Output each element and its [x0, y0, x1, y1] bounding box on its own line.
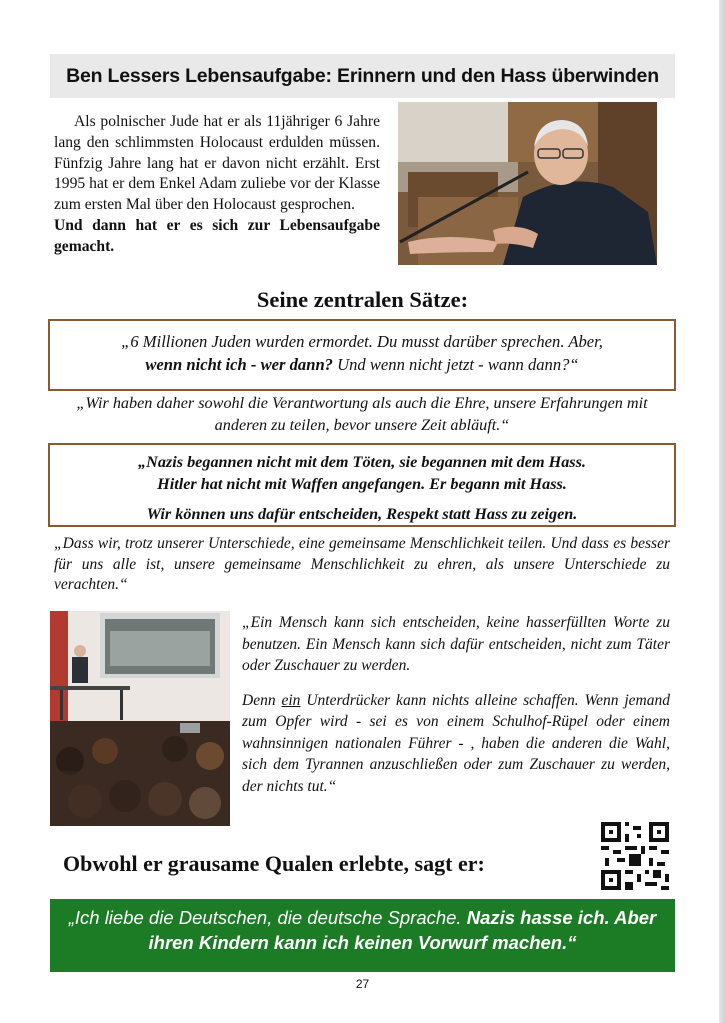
quote5-paragraph-1: „Ein Mensch kann sich entscheiden, keine hasserfüllten Worte zu benutzen. Ein Mensch kann sich dafür entscheiden, nicht zum Täter oder Zuschauer zu werden.: [242, 614, 670, 674]
page-title: Ben Lessers Lebensaufgabe: Erinnern und den Hass überwinden: [66, 64, 659, 87]
quote-4: „Dass wir, trotz unserer Unterschiede, eine gemeinsame Menschlichkeit teilen. Und dass es besser für uns alle ist, unsere gemeinsame Menschlichkeit zu ehren, als unsere Unterschiede zu verachten.“: [54, 535, 670, 593]
quote-box-2: [48, 443, 676, 527]
quote3-line2: Hitler hat nicht mit Waffen angefangen. Er begann mit Hass.: [157, 475, 567, 493]
page-number: 27: [355, 977, 370, 991]
quote5-pre: Denn: [242, 691, 282, 709]
title-bar: [50, 54, 675, 98]
quote5-paragraph-2: [242, 690, 670, 798]
quote-box-1: [48, 319, 676, 391]
section-heading: Seine zentralen Sätze:: [256, 287, 469, 312]
page-edge: [719, 0, 725, 1023]
intro-bold-text: Und dann hat er es sich zur Lebensaufgabe gemacht.: [54, 216, 380, 255]
intro-text: Als polnischer Jude hat er als 11jähriger 6 Jahre lang den schlimmsten Holocaust erdulden müssen. Fünfzig Jahre lang hat er davon nicht erzählt. Erst 1995 hat er dem Enkel Adam zuliebe vor der Klasse zum ersten Mal über den Holocaust gesprochen.: [54, 113, 380, 214]
intro-paragraph: [54, 112, 380, 258]
quote1-text: „6 Millionen Juden wurden ermordet. Du musst darüber sprechen. Aber,: [121, 332, 603, 351]
final-quote-text: „Ich liebe die Deutschen, die deutsche Sprache.: [68, 907, 467, 928]
speaker-photo: [398, 102, 657, 265]
quote3-line1: „Nazis begannen nicht mit dem Töten, sie begannen mit dem Hass.: [138, 453, 586, 471]
audience-photo: [50, 611, 230, 826]
closing-heading: Obwohl er grausame Qualen erlebte, sagt er:: [63, 851, 485, 876]
quote3-line3: Wir können uns dafür entscheiden, Respekt statt Hass zu zeigen.: [146, 505, 578, 523]
final-quote-banner: [50, 899, 675, 972]
quote-2: „Wir haben daher sowohl die Verantwortung als auch die Ehre, unsere Erfahrungen mit anderen zu teilen, bevor unsere Zeit abläuft.“: [76, 394, 648, 434]
qr-code[interactable]: [601, 822, 669, 890]
quote5-underlined: ein: [281, 691, 301, 709]
quote5-post: Unterdrücker kann nichts alleine schaffen. Wenn jemand zum Opfer wird - sei es von einem Schulhof-Rüpel oder einem wahnsinnigen nationalen Führer - , haben die anderen die Wahl, sich dem Tyrannen anzuschließen oder zum Zuschauer zu werden, der nichts tut.“: [242, 691, 670, 795]
quote-5: [242, 612, 670, 797]
final-quote-bold: Nazis hasse ich. Aber ihren Kindern kann ich keinen Vorwurf machen.“: [148, 907, 657, 953]
quote1-bold: wenn nicht ich - wer dann?: [145, 355, 333, 374]
quote1-end: Und wenn nicht jetzt - wann dann?“: [332, 355, 579, 374]
